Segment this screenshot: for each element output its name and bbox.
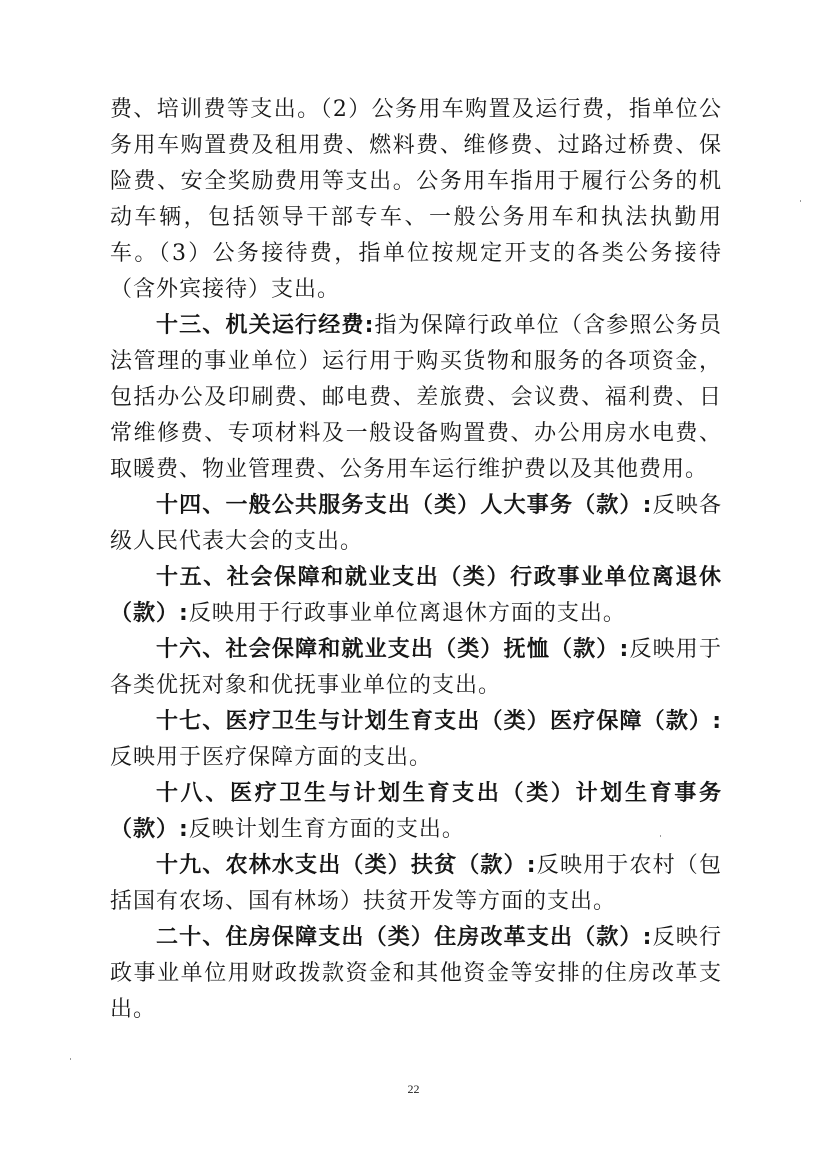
paragraph-heading: 十九、农林水支出（类）扶贫（款）: [156, 853, 537, 878]
scan-speck [800, 200, 801, 202]
paragraph-heading: 十五、社会保障和就业支出（类）行政事业单位离退休（款）: [110, 565, 722, 626]
paragraph-heading: 十七、医疗卫生与计划生育支出（类）医疗保障（款）: [156, 709, 722, 734]
scan-speck [660, 835, 661, 837]
paragraph-body: 反映用于农村（包括国有农场、国有林场）扶贫开发等方面的支出。 [110, 853, 722, 914]
paragraph-heading: 二十、住房保障支出（类）住房改革支出（款）: [156, 925, 653, 950]
paragraph-heading: 十三、机关运行经费: [156, 313, 375, 338]
paragraph-body: 反映用于行政事业单位离退休方面的支出。 [188, 601, 626, 626]
document-body [110, 92, 722, 1028]
paragraph-expense-definitions [110, 92, 722, 308]
paragraph-15-retirement [110, 560, 722, 632]
paragraph-19-poverty-alleviation [110, 848, 722, 920]
paragraph-14-npc-affairs [110, 488, 722, 560]
paragraph-body: 指为保障行政单位（含参照公务员法管理的事业单位）运行用于购买货物和服务的各项资金，包括办公及印刷费、邮电费、差旅费、会议费、福利费、日常维修费、专项材料及一般设备购置费、办公用房水电费、取暖费、物业管理费、公务用车运行维护费以及其他费用。 [110, 313, 722, 482]
paragraph-20-housing-reform [110, 920, 722, 1028]
paragraph-13-agency-operating-funds [110, 308, 722, 488]
paragraph-18-family-planning [110, 776, 722, 848]
paragraph-body: 费、培训费等支出。（2）公务用车购置及运行费，指单位公务用车购置费及租用费、燃料费、维修费、过路过桥费、保险费、安全奖励费用等支出。公务用车指用于履行公务的机动车辆，包括领导干部专车、一般公务用车和执法执勤用车。（3）公务接待费，指单位按规定开支的各类公务接待（含外宾接待）支出。 [110, 97, 722, 302]
paragraph-heading: 十六、社会保障和就业支出（类）抚恤（款）: [156, 637, 630, 662]
paragraph-body: 反映计划生育方面的支出。 [188, 817, 465, 842]
paragraph-heading: 十八、医疗卫生与计划生育支出（类）计划生育事务（款）: [110, 781, 722, 842]
paragraph-body: 反映用于各类优抚对象和优抚事业单位的支出。 [110, 637, 722, 698]
paragraph-16-pension-relief [110, 632, 722, 704]
paragraph-body: 反映各级人民代表大会的支出。 [110, 493, 722, 554]
scan-speck [70, 1058, 71, 1060]
page-number: 22 [407, 1082, 420, 1096]
paragraph-17-medical-security [110, 704, 722, 776]
paragraph-heading: 十四、一般公共服务支出（类）人大事务（款）: [156, 493, 653, 518]
paragraph-body: 反映用于医疗保障方面的支出。 [110, 745, 433, 770]
paragraph-body: 反映行政事业单位用财政拨款资金和其他资金等安排的住房改革支出。 [110, 925, 722, 1022]
